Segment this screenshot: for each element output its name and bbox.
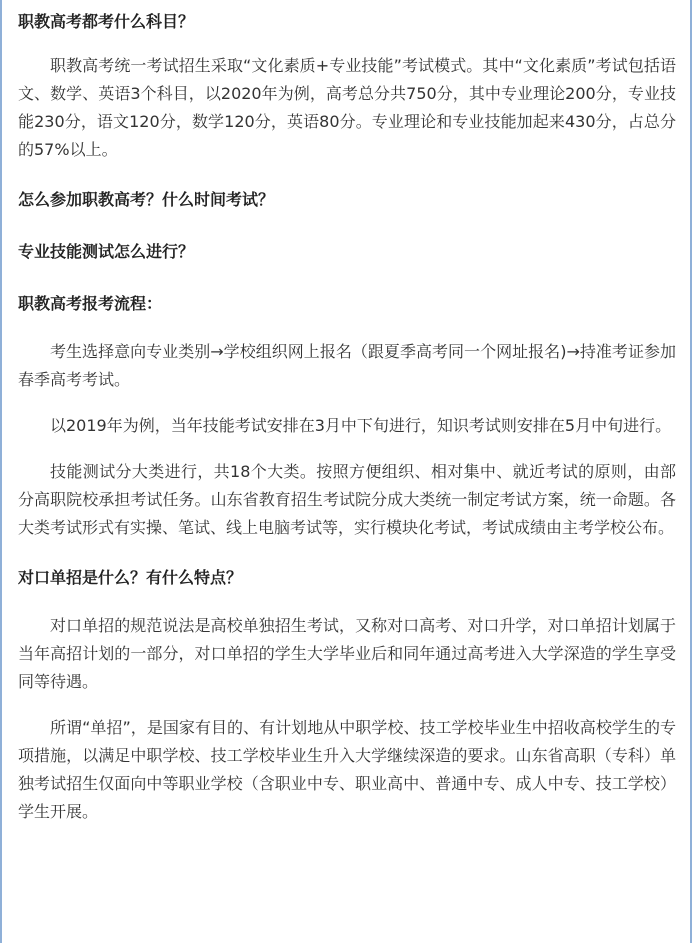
section-heading-subjects: 职教高考都考什么科目？ [18, 12, 195, 31]
section-heading-how-when: 怎么参加职教高考？什么时间考试？ [18, 190, 275, 209]
paragraph-single-enrollment-explanation: 所谓“单招”，是国家有目的、有计划地从中职学校、技工学校毕业生中招收高校学生的专项措施，以满足中职学校、技工学校毕业生升入大学继续深造的要求。山东省高职（专科）单独考试招生仅面向中等职业学校（含职业中专、职业高中、普通中专、成人中专、技工学校）学生开展。 [18, 718, 676, 821]
paragraph-single-enrollment-definition: 对口单招的规范说法是高校单独招生考试，又称对口高考、对口升学，对口单招计划属于当年高招计划的一部分，对口单招的学生大学毕业后和同年通过高考进入大学深造的学生享受同等待遇。 [18, 616, 676, 691]
section-heading-registration-process: 职教高考报考流程： [18, 294, 163, 313]
paragraph-exam-mode: 职教高考统一考试招生采取“文化素质+专业技能”考试模式。其中“文化素质”考试包括语文、数学、英语3个科目，以2020年为例，高考总分共750分，其中专业理论200分，专业技能230分，语文120分，数学120分，英语80分。专业理论和专业技能加起来430分，占总分的57%以上。 [18, 56, 676, 159]
paragraph-registration-steps: 考生选择意向专业类别→学校组织网上报名（跟夏季高考同一个网址报名)→持准考证参加春季高考考试。 [18, 342, 676, 389]
section-heading-skill-test: 专业技能测试怎么进行？ [18, 242, 195, 261]
section-heading-single-enrollment: 对口单招是什么？有什么特点？ [18, 568, 243, 587]
paragraph-skill-test-details: 技能测试分大类进行，共18个大类。按照方便组织、相对集中、就近考试的原则，由部分高职院校承担考试任务。山东省教育招生考试院分成大类统一制定考试方案，统一命题。各大类考试形式有实操、笔试、线上电脑考试等，实行模块化考试，考试成绩由主考学校公布。 [18, 462, 676, 537]
paragraph-exam-schedule: 以2019年为例，当年技能考试安排在3月中下旬进行，知识考试则安排在5月中旬进行。 [50, 416, 672, 435]
